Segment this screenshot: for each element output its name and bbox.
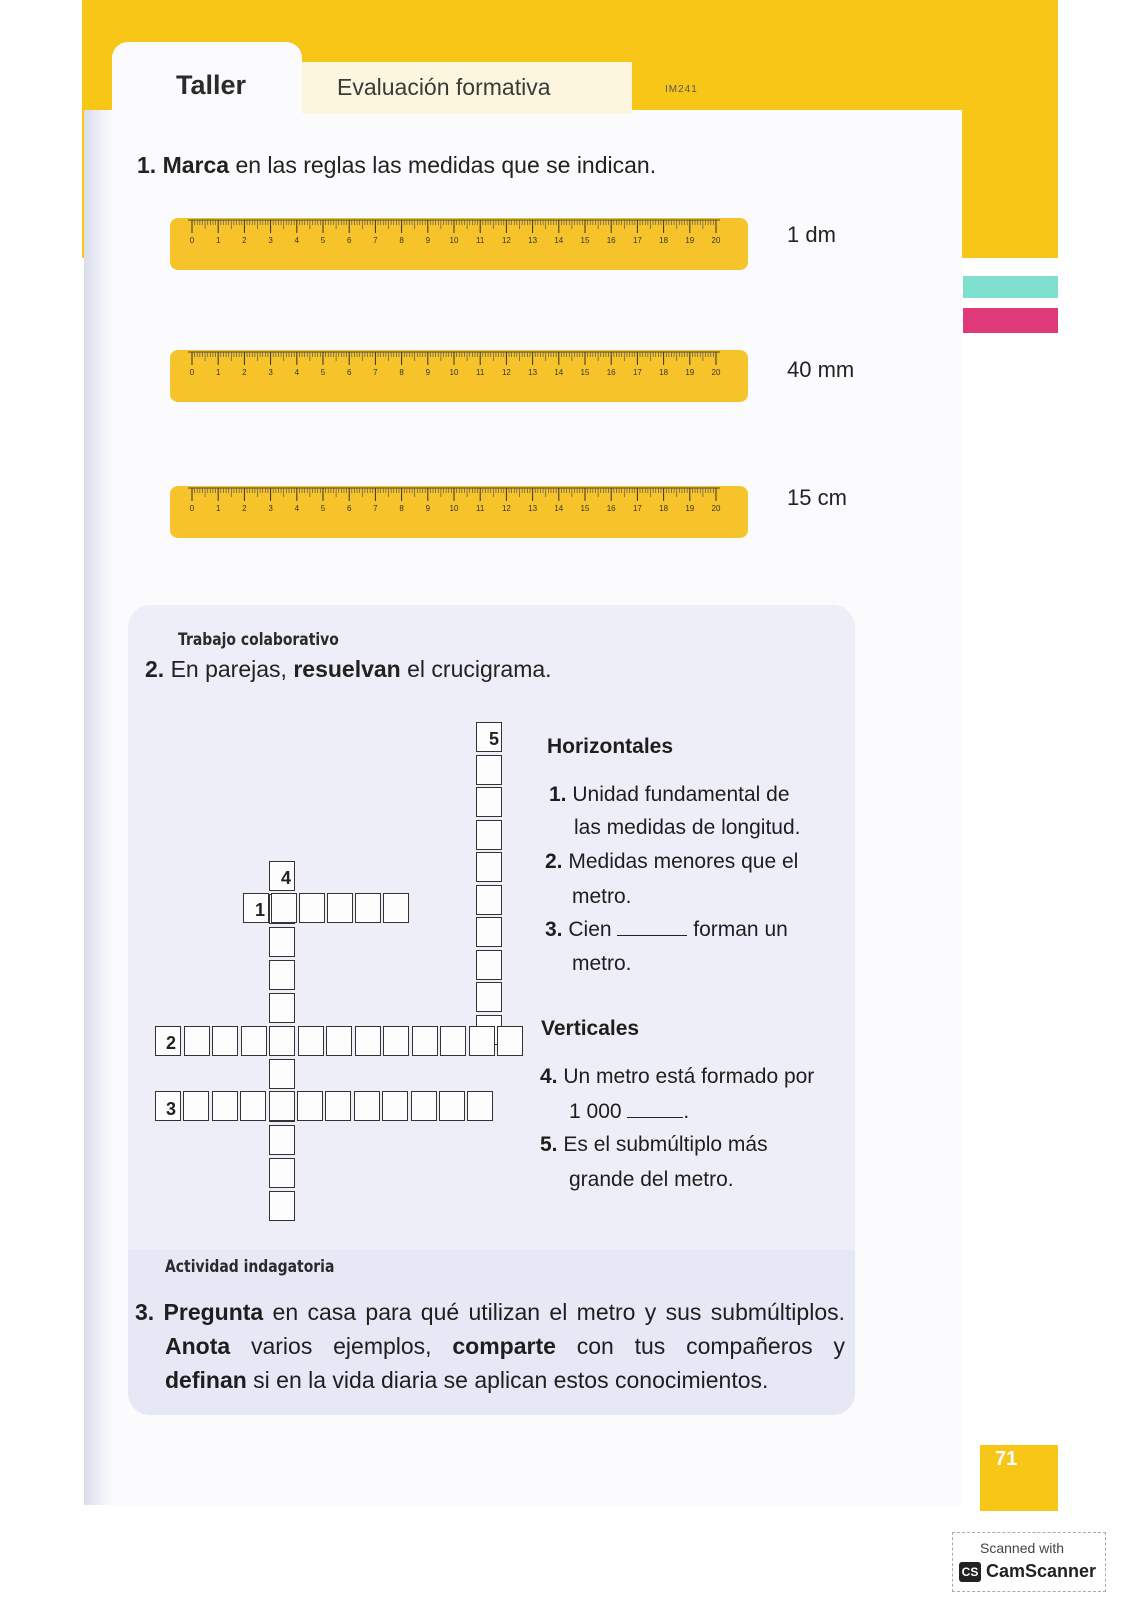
clue-v4-line2: 1 000 . xyxy=(569,1100,690,1123)
book-spine-shadow xyxy=(84,110,112,1505)
ruler-tick-label: 20 xyxy=(711,368,721,377)
ruler-tick-label: 11 xyxy=(476,368,485,377)
ruler-tick-label: 20 xyxy=(711,236,721,245)
crossword-cell-4-vertical[interactable] xyxy=(269,927,295,957)
crossword-number-3: 3 xyxy=(166,1099,177,1119)
ruler-tick-label: 12 xyxy=(501,504,511,513)
question-2-text-a: En parejas, xyxy=(164,656,294,682)
ruler-tick-label: 5 xyxy=(320,504,326,513)
ruler-tick-label: 1 xyxy=(215,504,221,513)
crossword-cell-5-vertical[interactable] xyxy=(476,885,502,915)
crossword-cell-3-horizontal[interactable] xyxy=(467,1091,493,1121)
question-3-number: 3. xyxy=(135,1299,155,1325)
ruler-tick-label: 10 xyxy=(449,236,459,245)
ruler-2[interactable] xyxy=(170,350,748,402)
ruler-tick-label: 2 xyxy=(242,504,247,513)
ruler-tick-label: 0 xyxy=(189,504,195,513)
question-3-line-2 xyxy=(135,1329,845,1363)
page-number-box xyxy=(980,1445,1058,1511)
ruler-tick-label: 13 xyxy=(528,368,538,377)
crossword-cell-4-vertical[interactable] xyxy=(269,1191,295,1221)
ruler-tick-label: 17 xyxy=(632,504,642,513)
crossword-cell-3-horizontal[interactable] xyxy=(354,1091,380,1121)
inquiry-activity-label: Actividad indagatoria xyxy=(165,1257,335,1277)
ruler-tick-label: 6 xyxy=(346,504,352,513)
clue-v5 xyxy=(540,1133,768,1157)
question-3-text-2b: con tus compañeros y xyxy=(555,1333,845,1359)
crossword-cell-4-vertical[interactable] xyxy=(269,1125,295,1155)
question-1-text: en las reglas las medidas que se indican. xyxy=(229,152,657,178)
clue-h2-number: 2. xyxy=(545,850,563,873)
ruler-tick-label: 0 xyxy=(189,236,195,245)
clue-h1-line2: las medidas de longitud. xyxy=(574,816,801,839)
crossword-number-4: 4 xyxy=(281,868,292,888)
ruler-tick-label: 18 xyxy=(659,236,669,245)
ruler-tick-label: 6 xyxy=(346,368,352,377)
ruler-tick-label: 4 xyxy=(294,504,300,513)
ruler-tick-label: 3 xyxy=(268,368,273,377)
verticals-title: Verticales xyxy=(541,1017,640,1040)
clue-v5-line1: Es el submúltiplo más xyxy=(563,1133,768,1156)
clue-v4-line2-text: 1 000 xyxy=(569,1100,622,1123)
question-1-number: 1. xyxy=(137,152,157,178)
clue-h1 xyxy=(549,783,790,807)
crossword-cell-2-horizontal[interactable] xyxy=(469,1026,495,1056)
crossword-cell-5-vertical[interactable] xyxy=(476,917,502,947)
question-2-number: 2. xyxy=(145,656,165,682)
question-3-verb-2: Anota xyxy=(165,1333,231,1359)
question-3-verb-4: definan xyxy=(165,1367,247,1393)
clue-h3-line2: metro. xyxy=(572,952,632,975)
ruler-tick-label: 4 xyxy=(294,236,300,245)
crossword-cell-3-horizontal[interactable] xyxy=(325,1091,351,1121)
crossword-cell-2-horizontal[interactable] xyxy=(412,1026,438,1056)
clue-h1-number: 1. xyxy=(549,783,567,806)
yellow-side-panel xyxy=(962,110,1058,258)
crossword-cell-5-vertical[interactable] xyxy=(476,755,502,785)
question-3-text-2a: varios ejemplos, xyxy=(230,1333,453,1359)
ruler-tick-label: 8 xyxy=(399,368,404,377)
crossword-cell-1-horizontal[interactable] xyxy=(299,893,325,923)
crossword-cell-2-horizontal[interactable] xyxy=(212,1026,238,1056)
crossword-cell-5-vertical[interactable] xyxy=(476,787,502,817)
question-2-instruction xyxy=(145,656,552,683)
camscanner-logo-icon: CS xyxy=(959,1562,981,1582)
ruler-tick-label: 8 xyxy=(399,236,404,245)
ruler-3[interactable] xyxy=(170,486,748,538)
ruler-tick-label: 18 xyxy=(659,368,669,377)
ruler-tick-label: 11 xyxy=(476,236,485,245)
clue-h2-line2: metro. xyxy=(572,885,632,908)
ruler-tick-label: 11 xyxy=(476,504,485,513)
clue-v4-blank[interactable] xyxy=(627,1101,683,1118)
ruler-tick-label: 5 xyxy=(320,236,326,245)
clue-h1-line1: Unidad fundamental de xyxy=(572,783,790,806)
ruler-tick-label: 7 xyxy=(373,236,378,245)
crossword-cell-3-horizontal[interactable] xyxy=(411,1091,437,1121)
question-3-verb-1: Pregunta xyxy=(163,1299,264,1325)
clue-h3-blank[interactable] xyxy=(617,919,687,936)
question-1-verb: Marca xyxy=(162,152,230,178)
crossword-number-1: 1 xyxy=(255,900,266,920)
crossword-cell-2-horizontal[interactable] xyxy=(440,1026,466,1056)
ruler-tick-label: 16 xyxy=(606,504,616,513)
ruler-tick-label: 18 xyxy=(659,504,669,513)
ruler-tick-label: 12 xyxy=(501,368,511,377)
crossword-cell-4-vertical[interactable] xyxy=(269,1059,295,1089)
ruler-tick-label: 3 xyxy=(268,236,273,245)
evaluation-tab-label: Evaluación formativa xyxy=(337,74,551,100)
ruler-tick-label: 14 xyxy=(554,236,564,245)
ruler-3-measure: 15 cm xyxy=(787,485,847,510)
ruler-tick-label: 9 xyxy=(425,504,431,513)
ruler-tick-label: 13 xyxy=(528,504,538,513)
ruler-tick-label: 4 xyxy=(294,368,300,377)
question-3-text-3: si en la vida diaria se aplican estos conocimientos. xyxy=(246,1367,769,1393)
ruler-tick-label: 13 xyxy=(528,236,538,245)
ruler-1-measure: 1 dm xyxy=(787,222,836,247)
ruler-tick-label: 15 xyxy=(580,368,590,377)
ruler-tick-label: 9 xyxy=(425,236,431,245)
ruler-tick-label: 15 xyxy=(580,236,590,245)
ruler-tick-label: 12 xyxy=(501,236,511,245)
clue-h2-line1: Medidas menores que el xyxy=(568,850,799,873)
crossword-cell-5-vertical[interactable] xyxy=(476,852,502,882)
clue-v5-number: 5. xyxy=(540,1133,558,1156)
ruler-tick-label: 17 xyxy=(632,368,642,377)
ruler-tick-label: 2 xyxy=(242,368,247,377)
clue-h3 xyxy=(545,918,788,942)
ruler-tick-label: 16 xyxy=(606,368,616,377)
ruler-tick-label: 2 xyxy=(242,236,247,245)
crossword-cell-4-vertical[interactable] xyxy=(269,960,295,990)
ruler-tick-label: 9 xyxy=(425,368,431,377)
crossword-cell-4-vertical[interactable] xyxy=(269,1158,295,1188)
clue-v4-line1: Un metro está formado por xyxy=(563,1065,815,1088)
camscanner-caption: Scanned with xyxy=(980,1540,1065,1556)
collaborative-work-label: Trabajo colaborativo xyxy=(178,630,339,650)
crossword-cell-2-horizontal[interactable] xyxy=(383,1026,409,1056)
ruler-tick-label: 19 xyxy=(685,368,695,377)
ruler-2-measure: 40 mm xyxy=(787,357,855,382)
ruler-tick-label: 1 xyxy=(215,236,221,245)
clue-h3-number: 3. xyxy=(545,918,563,941)
question-1-instruction xyxy=(137,152,656,179)
ruler-tick-label: 14 xyxy=(554,368,564,377)
ruler-tick-label: 19 xyxy=(685,504,695,513)
question-3-instruction xyxy=(135,1295,845,1397)
crossword-cell-2-horizontal[interactable] xyxy=(269,1026,295,1056)
crossword-cell-2-horizontal[interactable] xyxy=(298,1026,324,1056)
ruler-tick-label: 7 xyxy=(373,504,378,513)
pink-index-tab xyxy=(963,308,1058,333)
clue-v4 xyxy=(540,1065,814,1089)
crossword-cell-3-horizontal[interactable] xyxy=(269,1091,295,1121)
crossword-cell-1-horizontal[interactable] xyxy=(383,893,409,923)
ruler-tick-label: 14 xyxy=(554,504,564,513)
crossword-cell-2-horizontal[interactable] xyxy=(184,1026,210,1056)
crossword-cell-3-horizontal[interactable] xyxy=(439,1091,465,1121)
question-3-line-3 xyxy=(135,1363,845,1397)
crossword-cell-3-horizontal[interactable] xyxy=(240,1091,266,1121)
crossword-cell-2-horizontal[interactable] xyxy=(497,1026,523,1056)
ruler-tick-label: 15 xyxy=(580,504,590,513)
clue-h2 xyxy=(545,850,798,874)
question-2-text-b: el crucigrama. xyxy=(400,656,552,682)
ruler-tick-label: 10 xyxy=(449,504,459,513)
crossword-cell-1-horizontal[interactable] xyxy=(355,893,381,923)
taller-tab-label: Taller xyxy=(176,70,247,100)
clue-v4-number: 4. xyxy=(540,1065,558,1088)
ruler-tick-label: 17 xyxy=(632,236,642,245)
crossword-cell-3-horizontal[interactable] xyxy=(382,1091,408,1121)
ruler-tick-label: 20 xyxy=(711,504,721,513)
ruler-tick-label: 7 xyxy=(373,368,378,377)
crossword-cell-3-horizontal[interactable] xyxy=(297,1091,323,1121)
crossword-cell-4-vertical[interactable] xyxy=(269,993,295,1023)
crossword-cell-1-horizontal[interactable] xyxy=(271,893,297,923)
crossword-cell-3-horizontal[interactable] xyxy=(212,1091,238,1121)
question-3-text-1: en casa para qué utilizan el metro y sus submúltiplos. xyxy=(263,1299,846,1325)
crossword-number-5: 5 xyxy=(489,729,500,749)
camscanner-name: CamScanner xyxy=(986,1561,1097,1581)
crossword-cell-1-horizontal[interactable] xyxy=(327,893,353,923)
question-3-verb-3: comparte xyxy=(452,1333,556,1359)
crossword-number-2: 2 xyxy=(166,1033,177,1053)
crossword-cell-2-horizontal[interactable] xyxy=(326,1026,352,1056)
page-number: 71 xyxy=(995,1448,1018,1470)
ruler-tick-label: 1 xyxy=(215,368,221,377)
ruler-tick-label: 19 xyxy=(685,236,695,245)
crossword-cell-3-horizontal[interactable] xyxy=(183,1091,209,1121)
crossword-cell-5-vertical[interactable] xyxy=(476,820,502,850)
ruler-tick-label: 6 xyxy=(346,236,352,245)
question-3-line-1 xyxy=(135,1295,845,1329)
horizontals-title: Horizontales xyxy=(547,735,674,758)
ruler-tick-label: 16 xyxy=(606,236,616,245)
crossword-cell-5-vertical[interactable] xyxy=(476,982,502,1012)
ruler-1[interactable] xyxy=(170,218,748,270)
ruler-tick-label: 10 xyxy=(449,368,459,377)
ruler-tick-label: 0 xyxy=(189,368,195,377)
ruler-tick-label: 3 xyxy=(268,504,273,513)
page-code: IM241 xyxy=(665,84,698,95)
crossword-cell-2-horizontal[interactable] xyxy=(241,1026,267,1056)
question-2-verb: resuelvan xyxy=(293,656,401,682)
mint-index-tab xyxy=(963,276,1058,298)
clue-h3-line1b: forman un xyxy=(693,918,788,941)
crossword-cell-2-horizontal[interactable] xyxy=(355,1026,381,1056)
ruler-tick-label: 5 xyxy=(320,368,326,377)
clue-h3-line1a: Cien xyxy=(568,918,612,941)
crossword-cell-5-vertical[interactable] xyxy=(476,950,502,980)
clue-v5-line2: grande del metro. xyxy=(569,1168,734,1191)
ruler-tick-label: 8 xyxy=(399,504,404,513)
